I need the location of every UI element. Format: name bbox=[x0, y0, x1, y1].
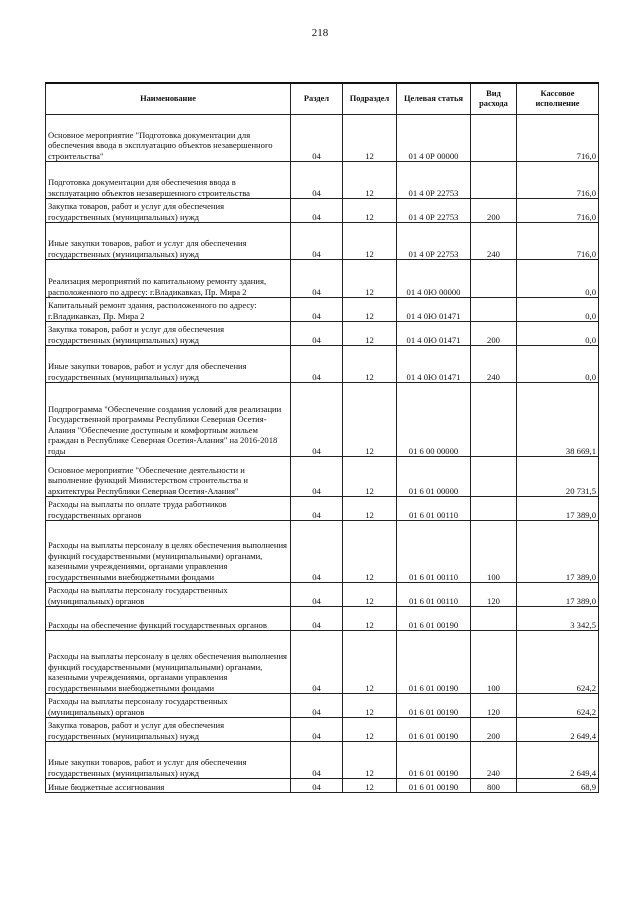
cell-subsection: 12 bbox=[343, 742, 397, 779]
cell-name: Расходы на выплаты персоналу в целях обеспечения выполнения функций государственными (муниципальными) органами, казенными учреждениями, органами управления государственными внебюджетными фондами bbox=[46, 521, 291, 583]
header-section: Раздел bbox=[291, 83, 343, 115]
cell-section: 04 bbox=[291, 457, 343, 497]
header-cash-execution: Кассовое исполнение bbox=[517, 83, 599, 115]
cell-target-article: 01 4 0Р 22753 bbox=[397, 223, 471, 260]
cell-section: 04 bbox=[291, 223, 343, 260]
cell-subsection: 12 bbox=[343, 521, 397, 583]
cell-target-article: 01 4 0Ю 01471 bbox=[397, 346, 471, 383]
cell-expense-type: 200 bbox=[471, 322, 517, 346]
table-row bbox=[46, 223, 599, 260]
cell-section: 04 bbox=[291, 298, 343, 322]
cell-target-article: 01 4 0Ю 00000 bbox=[397, 260, 471, 298]
cell-cash-execution: 0,0 bbox=[517, 322, 599, 346]
table-header-row bbox=[46, 83, 599, 115]
cell-cash-execution: 68,9 bbox=[517, 779, 599, 793]
cell-expense-type: 800 bbox=[471, 779, 517, 793]
cell-cash-execution: 716,0 bbox=[517, 115, 599, 162]
cell-section: 04 bbox=[291, 115, 343, 162]
cell-subsection: 12 bbox=[343, 718, 397, 742]
table-row bbox=[46, 521, 599, 583]
cell-expense-type bbox=[471, 457, 517, 497]
cell-expense-type: 100 bbox=[471, 521, 517, 583]
cell-cash-execution: 3 342,5 bbox=[517, 607, 599, 631]
cell-expense-type: 240 bbox=[471, 223, 517, 260]
cell-subsection: 12 bbox=[343, 322, 397, 346]
cell-subsection: 12 bbox=[343, 607, 397, 631]
table-row bbox=[46, 631, 599, 694]
cell-name: Иные закупки товаров, работ и услуг для обеспечения государственных (муниципальных) нужд bbox=[46, 223, 291, 260]
cell-subsection: 12 bbox=[343, 497, 397, 521]
header-name: Наименование bbox=[46, 83, 291, 115]
cell-cash-execution: 716,0 bbox=[517, 223, 599, 260]
cell-expense-type bbox=[471, 497, 517, 521]
cell-expense-type: 200 bbox=[471, 718, 517, 742]
cell-subsection: 12 bbox=[343, 694, 397, 718]
cell-cash-execution: 0,0 bbox=[517, 298, 599, 322]
cell-name: Расходы на выплаты персоналу государственных (муниципальных) органов bbox=[46, 583, 291, 607]
cell-cash-execution: 624,2 bbox=[517, 631, 599, 694]
cell-target-article: 01 6 01 00110 bbox=[397, 497, 471, 521]
cell-name: Иные закупки товаров, работ и услуг для обеспечения государственных (муниципальных) нужд bbox=[46, 742, 291, 779]
cell-section: 04 bbox=[291, 742, 343, 779]
cell-subsection: 12 bbox=[343, 162, 397, 199]
cell-target-article: 01 4 0Р 22753 bbox=[397, 162, 471, 199]
cell-name: Основное мероприятие "Обеспечение деятельности и выполнение функций Министерством строительства и архитектуры Республики Северная Осетия-Алания" bbox=[46, 457, 291, 497]
cell-expense-type bbox=[471, 607, 517, 631]
cell-cash-execution: 0,0 bbox=[517, 260, 599, 298]
header-target-article: Целевая статья bbox=[397, 83, 471, 115]
header-subsection: Подраздел bbox=[343, 83, 397, 115]
cell-expense-type bbox=[471, 162, 517, 199]
cell-subsection: 12 bbox=[343, 383, 397, 457]
cell-subsection: 12 bbox=[343, 223, 397, 260]
cell-target-article: 01 6 01 00000 bbox=[397, 457, 471, 497]
cell-section: 04 bbox=[291, 607, 343, 631]
cell-cash-execution: 624,2 bbox=[517, 694, 599, 718]
table-row bbox=[46, 115, 599, 162]
table-row bbox=[46, 718, 599, 742]
cell-target-article: 01 6 01 00190 bbox=[397, 694, 471, 718]
table-row bbox=[46, 742, 599, 779]
cell-name: Закупка товаров, работ и услуг для обеспечения государственных (муниципальных) нужд bbox=[46, 322, 291, 346]
cell-section: 04 bbox=[291, 260, 343, 298]
cell-expense-type: 100 bbox=[471, 631, 517, 694]
cell-name: Закупка товаров, работ и услуг для обеспечения государственных (муниципальных) нужд bbox=[46, 718, 291, 742]
cell-subsection: 12 bbox=[343, 457, 397, 497]
cell-name: Подпрограмма "Обеспечение создания условий для реализации Государственной программы Республики Северная Осетия-Алания "Обеспечение доступным и комфортным жильем граждан в Республике Северная Осетия-Алания" на 2016-2018 годы bbox=[46, 383, 291, 457]
cell-expense-type bbox=[471, 383, 517, 457]
table-row bbox=[46, 383, 599, 457]
cell-subsection: 12 bbox=[343, 346, 397, 383]
cell-target-article: 01 6 01 00110 bbox=[397, 521, 471, 583]
cell-section: 04 bbox=[291, 779, 343, 793]
cell-target-article: 01 6 00 00000 bbox=[397, 383, 471, 457]
cell-expense-type: 120 bbox=[471, 694, 517, 718]
cell-name: Расходы на обеспечение функций государственных органов bbox=[46, 607, 291, 631]
table-row bbox=[46, 607, 599, 631]
cell-expense-type: 200 bbox=[471, 199, 517, 223]
table-row bbox=[46, 497, 599, 521]
cell-subsection: 12 bbox=[343, 779, 397, 793]
cell-cash-execution: 0,0 bbox=[517, 346, 599, 383]
table-row bbox=[46, 694, 599, 718]
cell-cash-execution: 716,0 bbox=[517, 162, 599, 199]
cell-section: 04 bbox=[291, 346, 343, 383]
cell-section: 04 bbox=[291, 718, 343, 742]
cell-section: 04 bbox=[291, 583, 343, 607]
cell-expense-type: 240 bbox=[471, 742, 517, 779]
cell-cash-execution: 17 389,0 bbox=[517, 521, 599, 583]
cell-name: Основное мероприятие "Подготовка документации для обеспечения ввода в эксплуатацию объектов незавершенного строительства" bbox=[46, 115, 291, 162]
table-row bbox=[46, 260, 599, 298]
cell-expense-type bbox=[471, 298, 517, 322]
table-row bbox=[46, 583, 599, 607]
cell-cash-execution: 17 389,0 bbox=[517, 497, 599, 521]
cell-cash-execution: 2 649,4 bbox=[517, 742, 599, 779]
cell-target-article: 01 6 01 00190 bbox=[397, 742, 471, 779]
cell-subsection: 12 bbox=[343, 298, 397, 322]
table-row bbox=[46, 298, 599, 322]
cell-expense-type: 120 bbox=[471, 583, 517, 607]
cell-name: Расходы на выплаты персоналу в целях обеспечения выполнения функций государственными (муниципальными) органами, казенными учреждениями, органами управления государственными внебюджетными фондами bbox=[46, 631, 291, 694]
cell-name: Реализация мероприятий по капитальному ремонту здания, расположенного по адресу: г.Владикавказ, Пр. Мира 2 bbox=[46, 260, 291, 298]
cell-cash-execution: 38 669,1 bbox=[517, 383, 599, 457]
cell-target-article: 01 6 01 00190 bbox=[397, 631, 471, 694]
cell-section: 04 bbox=[291, 199, 343, 223]
header-expense-type: Вид расхода bbox=[471, 83, 517, 115]
cell-cash-execution: 17 389,0 bbox=[517, 583, 599, 607]
cell-section: 04 bbox=[291, 521, 343, 583]
cell-subsection: 12 bbox=[343, 260, 397, 298]
cell-target-article: 01 6 01 00190 bbox=[397, 718, 471, 742]
table-row bbox=[46, 779, 599, 793]
cell-section: 04 bbox=[291, 694, 343, 718]
table-row bbox=[46, 162, 599, 199]
cell-cash-execution: 20 731,5 bbox=[517, 457, 599, 497]
cell-target-article: 01 6 01 00190 bbox=[397, 607, 471, 631]
table-row bbox=[46, 322, 599, 346]
cell-expense-type bbox=[471, 260, 517, 298]
cell-section: 04 bbox=[291, 322, 343, 346]
budget-table bbox=[45, 82, 599, 793]
cell-subsection: 12 bbox=[343, 199, 397, 223]
table-body bbox=[46, 115, 599, 793]
cell-section: 04 bbox=[291, 497, 343, 521]
cell-expense-type: 240 bbox=[471, 346, 517, 383]
cell-target-article: 01 6 01 00190 bbox=[397, 779, 471, 793]
cell-section: 04 bbox=[291, 383, 343, 457]
cell-expense-type bbox=[471, 115, 517, 162]
cell-section: 04 bbox=[291, 631, 343, 694]
cell-target-article: 01 4 0Р 00000 bbox=[397, 115, 471, 162]
cell-name: Расходы на выплаты по оплате труда работников государственных органов bbox=[46, 497, 291, 521]
cell-name: Расходы на выплаты персоналу государственных (муниципальных) органов bbox=[46, 694, 291, 718]
cell-target-article: 01 4 0Ю 01471 bbox=[397, 322, 471, 346]
cell-subsection: 12 bbox=[343, 631, 397, 694]
cell-subsection: 12 bbox=[343, 583, 397, 607]
table-row bbox=[46, 457, 599, 497]
table-row bbox=[46, 346, 599, 383]
cell-target-article: 01 4 0Ю 01471 bbox=[397, 298, 471, 322]
cell-cash-execution: 2 649,4 bbox=[517, 718, 599, 742]
cell-name: Иные бюджетные ассигнования bbox=[46, 779, 291, 793]
cell-section: 04 bbox=[291, 162, 343, 199]
cell-name: Закупка товаров, работ и услуг для обеспечения государственных (муниципальных) нужд bbox=[46, 199, 291, 223]
cell-cash-execution: 716,0 bbox=[517, 199, 599, 223]
cell-subsection: 12 bbox=[343, 115, 397, 162]
cell-name: Иные закупки товаров, работ и услуг для обеспечения государственных (муниципальных) нужд bbox=[46, 346, 291, 383]
cell-name: Капитальный ремонт здания, расположенного по адресу: г.Владикавказ, Пр. Мира 2 bbox=[46, 298, 291, 322]
page-number: 218 bbox=[311, 27, 329, 39]
cell-target-article: 01 6 01 00110 bbox=[397, 583, 471, 607]
table-row bbox=[46, 199, 599, 223]
cell-name: Подготовка документации для обеспечения ввода в эксплуатацию объектов незавершенного строительства bbox=[46, 162, 291, 199]
cell-target-article: 01 4 0Р 22753 bbox=[397, 199, 471, 223]
